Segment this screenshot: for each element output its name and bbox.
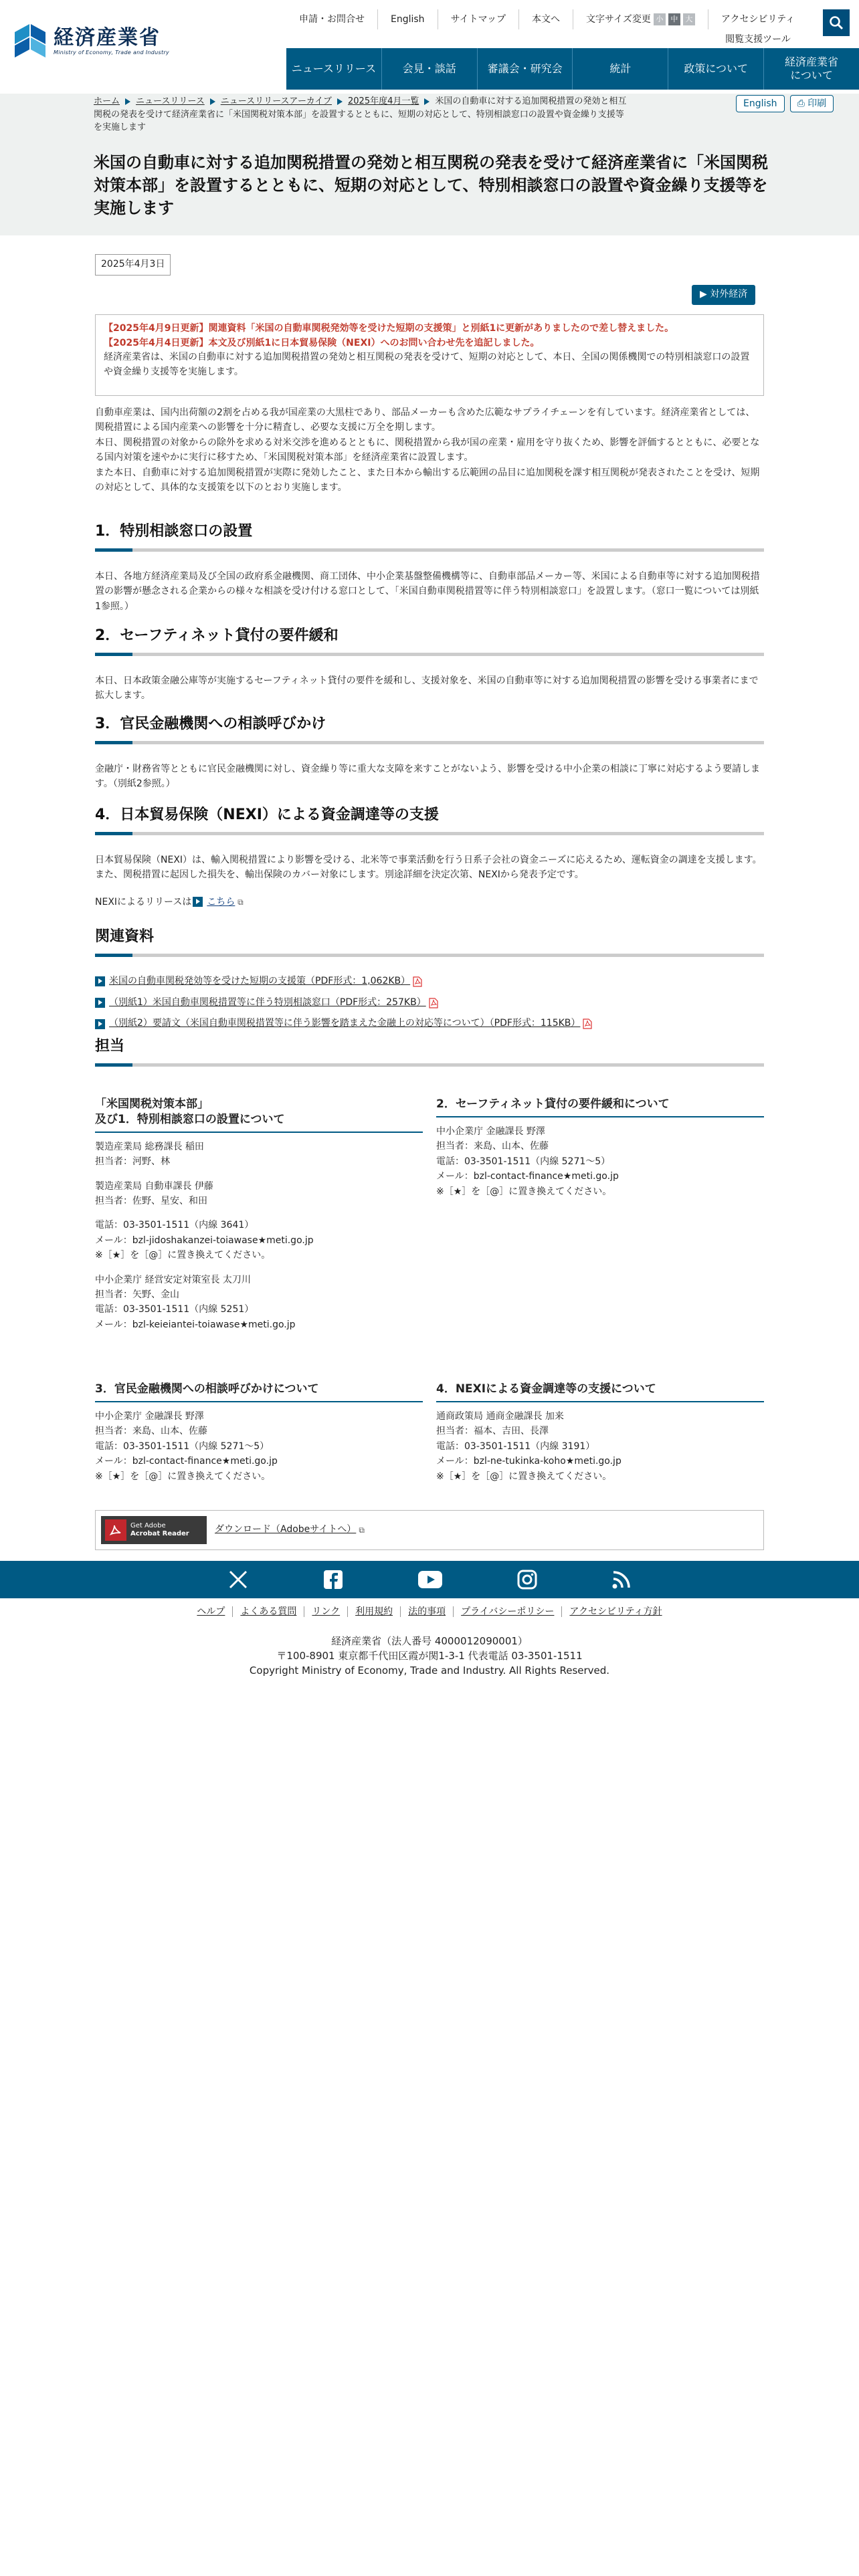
adobe-reader-box	[95, 1510, 764, 1550]
contact-line: 中小企業庁 経営安定対策室長 太刀川	[95, 1274, 251, 1285]
nexi-prefix: NEXIによるリリースは	[95, 896, 192, 907]
contact-box-2	[436, 1097, 764, 1199]
section-text: 金融庁・財務省等とともに官民金融機関に対し、資金繰り等に重大な支障を来すことがないよう、影響を受ける中小企業の相談に丁寧に対応するよう要請します。（別紙2参照。）	[95, 764, 760, 790]
breadcrumb-archive[interactable]: ニュースリリースアーカイブ	[220, 96, 332, 106]
access-line1: アクセシビリティ	[721, 14, 795, 25]
contact-spacer	[95, 1208, 423, 1218]
contact-box-title: 4．NEXIによる資金調達等の支援について	[436, 1382, 764, 1402]
util-english-link[interactable]: English	[378, 9, 438, 29]
contact-line: ※［★］を［@］に置き換えてください。	[95, 1471, 271, 1482]
nav-press-conference[interactable]: 会見・談話	[382, 48, 478, 90]
meti-logo-icon	[12, 23, 48, 62]
page-tools	[736, 95, 834, 112]
section-4	[95, 804, 764, 909]
section-heading: 1．特別相談窓口の設置	[95, 520, 764, 552]
instagram-icon[interactable]	[517, 1570, 537, 1590]
footer-help-link[interactable]: ヘルプ	[189, 1606, 233, 1617]
nexi-release-link[interactable]: こちら	[207, 896, 235, 907]
pdf-icon	[583, 1018, 592, 1029]
breadcrumb-arrow-icon	[337, 98, 343, 105]
sns-bar	[0, 1561, 859, 1598]
contact-line: 担当者：来島、山本、佐藤	[436, 1141, 549, 1152]
footer-terms-link[interactable]: 利用規約	[348, 1606, 401, 1617]
category-tag[interactable]	[692, 285, 755, 305]
english-page-button[interactable]: English	[736, 95, 785, 112]
related-link[interactable]: （別紙2）要請文（米国自動車関税措置等に伴う影響を踏まえた金融上の対応等について）（PDF形式：115KB）	[109, 1018, 581, 1029]
contacts-section	[95, 1035, 764, 1067]
contact-box-body	[436, 1409, 764, 1484]
section-heading: 4．日本貿易保険（NEXI）による資金調達等の支援	[95, 804, 764, 835]
adobe-download-link[interactable]: ダウンロード（Adobeサイトへ）	[215, 1524, 357, 1535]
publish-date: 2025年4月3日	[95, 254, 171, 276]
adobe-badge-line2: Acrobat Reader	[130, 1530, 189, 1537]
utility-bar	[286, 0, 807, 45]
contact-line: メール：bzl-ne-tukinka-koho★meti.go.jp	[436, 1456, 622, 1467]
contact-box-body	[436, 1124, 764, 1199]
contact-line: 担当者：福本、吉田、長澤	[436, 1426, 549, 1437]
x-icon[interactable]	[228, 1570, 248, 1590]
font-size-large-button[interactable]: 大	[683, 13, 695, 25]
nav-councils[interactable]: 審議会・研究会	[478, 48, 573, 90]
contact-spacer	[95, 1263, 423, 1273]
contact-line: 中小企業庁 金融課長 野澤	[95, 1410, 204, 1422]
print-label: 印刷	[807, 98, 827, 109]
search-icon	[829, 15, 844, 30]
intro-paragraph: 本日、関税措置の対象からの除外を求める対米交渉を進めるとともに、関税措置から我が国の産業・雇用を守り抜くため、影響を評価するとともに、必要となる国内対策を速やかに実行に移すため、「米国関税対策本部」を経済産業省に設置します。	[95, 437, 760, 463]
contact-box-4	[436, 1382, 764, 1484]
footer-privacy-link[interactable]: プライバシーポリシー	[454, 1606, 562, 1617]
section-text: 日本貿易保険（NEXI）は、輸入関税措置により影響を受ける、北米等で事業活動を行う日系子会社の資金ニーズに応えるため、運転資金の調達を支援します。また、関税措置に起因した損失を、輸出保険のカバー対象にします。別途詳細を決定次第、NEXIから発表予定です。	[95, 855, 762, 881]
contact-line: ※［★］を［@］に置き換えてください。	[436, 1471, 612, 1482]
breadcrumb-arrow-icon	[424, 98, 430, 105]
contact-box-title: 2．セーフティネット貸付の要件緩和について	[436, 1097, 764, 1117]
play-icon: ▶	[700, 289, 710, 300]
contact-line: 担当者：河野、林	[95, 1156, 170, 1168]
logo-subtitle: Ministry of Economy, Trade and Industry	[54, 49, 170, 56]
related-link[interactable]: （別紙1）米国自動車関税措置等に伴う特別相談窓口（PDF形式：257KB）	[109, 996, 426, 1008]
intro-paragraph: また本日、自動車に対する追加関税措置が実際に発効したこと、また日本から輸出する広範囲の品目に追加関税を課す相互関税が発表されたことを受け、短期の対応として、具体的な支援策を以下のとおり実施します。	[95, 467, 760, 493]
contact-line: 中小企業庁 金融課長 野澤	[436, 1125, 545, 1137]
footer-link-link[interactable]: リンク	[304, 1606, 348, 1617]
util-contact-link[interactable]: 申請・お問合せ	[286, 9, 378, 29]
contact-box-title: 「米国関税対策本部」 及び1．特別相談窓口の設置について	[95, 1097, 423, 1133]
notice-update-1: 【2025年4月9日更新】関連資料「米国の自動車関税発効等を受けた短期の支援策」と別紙1に更新がありましたので差し替えました。	[104, 323, 674, 334]
link-arrow-icon	[95, 976, 105, 986]
notice-update-2: 【2025年4月4日更新】本文及び別紙1に日本貿易保険（NEXI）へのお問い合わせ先を追記しました。	[104, 337, 540, 348]
breadcrumb-month[interactable]: 2025年度4月一覧	[348, 96, 419, 106]
contact-line: メール：bzl-jidoshakanzei-toiawase★meti.go.jp	[95, 1235, 314, 1246]
related-heading: 関連資料	[95, 926, 764, 957]
breadcrumb-news[interactable]: ニュースリリース	[136, 96, 205, 106]
rss-icon[interactable]	[612, 1570, 631, 1589]
related-item	[95, 996, 764, 1010]
acrobat-icon	[105, 1519, 126, 1541]
contact-line: 担当者：来島、山本、佐藤	[95, 1426, 207, 1437]
access-line2: 閲覧支援ツール	[725, 34, 791, 45]
section-text: 本日、日本政策金融公庫等が実施するセーフティネット貸付の要件を緩和し、支援対象を、米国の自動車等に対する追加関税措置の影響を受ける事業者にまで拡大します。	[95, 675, 759, 702]
section-heading: 3．官民金融機関への相談呼びかけ	[95, 713, 764, 744]
nav-news-release[interactable]: ニュースリリース	[286, 48, 382, 90]
external-link-icon: ⧉	[235, 897, 244, 907]
section-3	[95, 713, 764, 792]
related-link[interactable]: 米国の自動車関税発効等を受けた短期の支援策（PDF形式：1,062KB）	[109, 976, 411, 987]
pdf-icon	[429, 998, 438, 1008]
breadcrumb-arrow-icon	[125, 98, 130, 105]
font-size-label: 文字サイズ変更	[586, 14, 651, 25]
print-button[interactable]	[790, 95, 834, 112]
logo-title: 経済産業省	[54, 26, 161, 50]
util-sitemap-link[interactable]: サイトマップ	[438, 9, 519, 29]
footer-info	[0, 1634, 859, 1678]
contact-line: 通商政策局 通商金融課長 加来	[436, 1410, 564, 1422]
util-skip-link[interactable]: 本文へ	[519, 9, 573, 29]
contacts-heading: 担当	[95, 1035, 764, 1067]
contact-line: 電話：03-3501-1511（内線 3641）	[95, 1220, 254, 1231]
contact-line: メール：bzl-keieiantei-toiawase★meti.go.jp	[95, 1319, 296, 1330]
footer-accessibility-link[interactable]: アクセシビリティ方針	[569, 1606, 662, 1617]
global-nav	[286, 48, 859, 90]
update-notice	[95, 314, 764, 396]
contact-line: 製造産業局 自動車課長 伊藤	[95, 1180, 213, 1192]
contact-line: 担当者：矢野、金山	[95, 1289, 179, 1300]
footer-copyright: Copyright Ministry of Economy, Trade and Industry. All Rights Reserved.	[249, 1664, 610, 1677]
contact-line: 電話：03-3501-1511（内線 5251）	[95, 1304, 254, 1315]
footer-org: 経済産業省（法人番号 4000012090001）	[331, 1635, 528, 1647]
section-heading: 2．セーフティネット貸付の要件緩和	[95, 625, 764, 656]
font-size-medium-button[interactable]: 中	[668, 13, 680, 25]
intro-paragraph: 自動車産業は、国内出荷額の2割を占める我が国産業の大黒柱であり、部品メーカーも含めた広範なサプライチェーンを有しています。経済産業省としては、関税措置による国内産業への影響を十分に精査し、必要な支援に万全を期します。	[95, 407, 755, 433]
site-header	[0, 0, 859, 94]
contact-line: ※［★］を［@］に置き換えてください。	[95, 1250, 271, 1261]
related-materials	[95, 926, 764, 1038]
notice-summary: 経済産業省は、米国の自動車に対する追加関税措置の発効と相互関税の発表を受けて、短期の対応として、本日、全国の関係機関での特別相談窓口の設置や資金繰り支援等を実施します。	[104, 352, 750, 378]
contact-line: メール：bzl-contact-finance★meti.go.jp	[95, 1456, 278, 1467]
external-link-icon: ⧉	[359, 1525, 365, 1535]
nav-about-meti[interactable]: 経済産業省 について	[785, 56, 839, 82]
contact-box-1	[95, 1097, 423, 1332]
contact-line: 電話：03-3501-1511（内線 5271～5）	[95, 1440, 270, 1452]
footer-faq-link[interactable]: よくある質問	[233, 1606, 304, 1617]
breadcrumb	[94, 95, 629, 134]
contact-line: 製造産業局 総務課長 稲田	[95, 1141, 204, 1152]
adobe-reader-badge[interactable]	[101, 1516, 207, 1544]
section-text: 本日、各地方経済産業局及び全国の政府系金融機関、商工団体、中小企業基盤整備機構等に、自動車部品メーカー等、米国による自動車等に対する追加関税措置の影響が懸念される企業からの様々な相談を受け付ける窓口として、「米国自動車関税措置等に伴う特別相談窓口」を設置します。（窓口一覧については別紙1参照。）	[95, 571, 760, 612]
font-size-switcher	[573, 9, 708, 29]
adobe-badge-line1: Get Adobe	[130, 1522, 166, 1529]
contact-line: 電話：03-3501-1511（内線 3191）	[436, 1440, 595, 1452]
related-item	[95, 1016, 764, 1031]
link-arrow-icon	[95, 1019, 105, 1029]
breadcrumb-arrow-icon	[210, 98, 215, 105]
pdf-icon	[413, 976, 422, 987]
footer-address: 〒100-8901 東京都千代田区霞が関1-3-1 代表電話 03-3501-1511	[276, 1649, 583, 1662]
related-item	[95, 974, 764, 989]
breadcrumb-home[interactable]: ホーム	[94, 96, 120, 106]
contact-box-3	[95, 1382, 423, 1484]
nav-statistics[interactable]: 統計	[573, 48, 668, 90]
search-button[interactable]	[823, 9, 850, 36]
contact-box-body	[95, 1140, 423, 1332]
breadcrumb-current: 米国の自動車に対する追加関税措置の発効と相互関税の発表を受けて経済産業省に「米国関税対策本部」を設置するとともに、短期の対応として、特別相談窓口の設置や資金繰り支援等を実施します	[94, 96, 627, 132]
related-list	[95, 974, 764, 1031]
intro-text	[95, 405, 764, 495]
link-arrow-icon	[193, 897, 203, 907]
contact-line: 担当者：佐野、星安、和田	[95, 1196, 207, 1207]
youtube-icon[interactable]	[418, 1571, 442, 1588]
contact-box-body	[95, 1409, 423, 1484]
section-1	[95, 520, 764, 614]
contact-line: ※［★］を［@］に置き換えてください。	[436, 1186, 612, 1197]
contact-line: 電話：03-3501-1511（内線 5271～5）	[436, 1156, 611, 1167]
facebook-icon[interactable]	[323, 1570, 343, 1590]
accessibility-tool-link[interactable]	[708, 9, 807, 45]
footer-links	[0, 1606, 859, 1617]
font-size-small-button[interactable]: 小	[654, 13, 666, 25]
page-title: 米国の自動車に対する追加関税措置の発効と相互関税の発表を受けて経済産業省に「米国関税対策本部」を設置するとともに、短期の対応として、特別相談窓口の設置や資金繰り支援等を実施します	[94, 153, 768, 218]
nav-policy[interactable]: 政策について	[668, 48, 764, 90]
printer-icon: ⎙	[797, 98, 808, 109]
contact-box-title: 3．官民金融機関への相談呼びかけについて	[95, 1382, 423, 1402]
footer-legal-link[interactable]: 法的事項	[401, 1606, 454, 1617]
category-tag-label: 対外経済	[710, 289, 748, 300]
link-arrow-icon	[95, 998, 105, 1008]
nexi-release-line	[95, 895, 764, 909]
site-logo[interactable]	[12, 23, 169, 62]
contact-line: メール：bzl-contact-finance★meti.go.jp	[436, 1171, 619, 1182]
contact-spacer	[95, 1170, 423, 1179]
section-2	[95, 625, 764, 704]
